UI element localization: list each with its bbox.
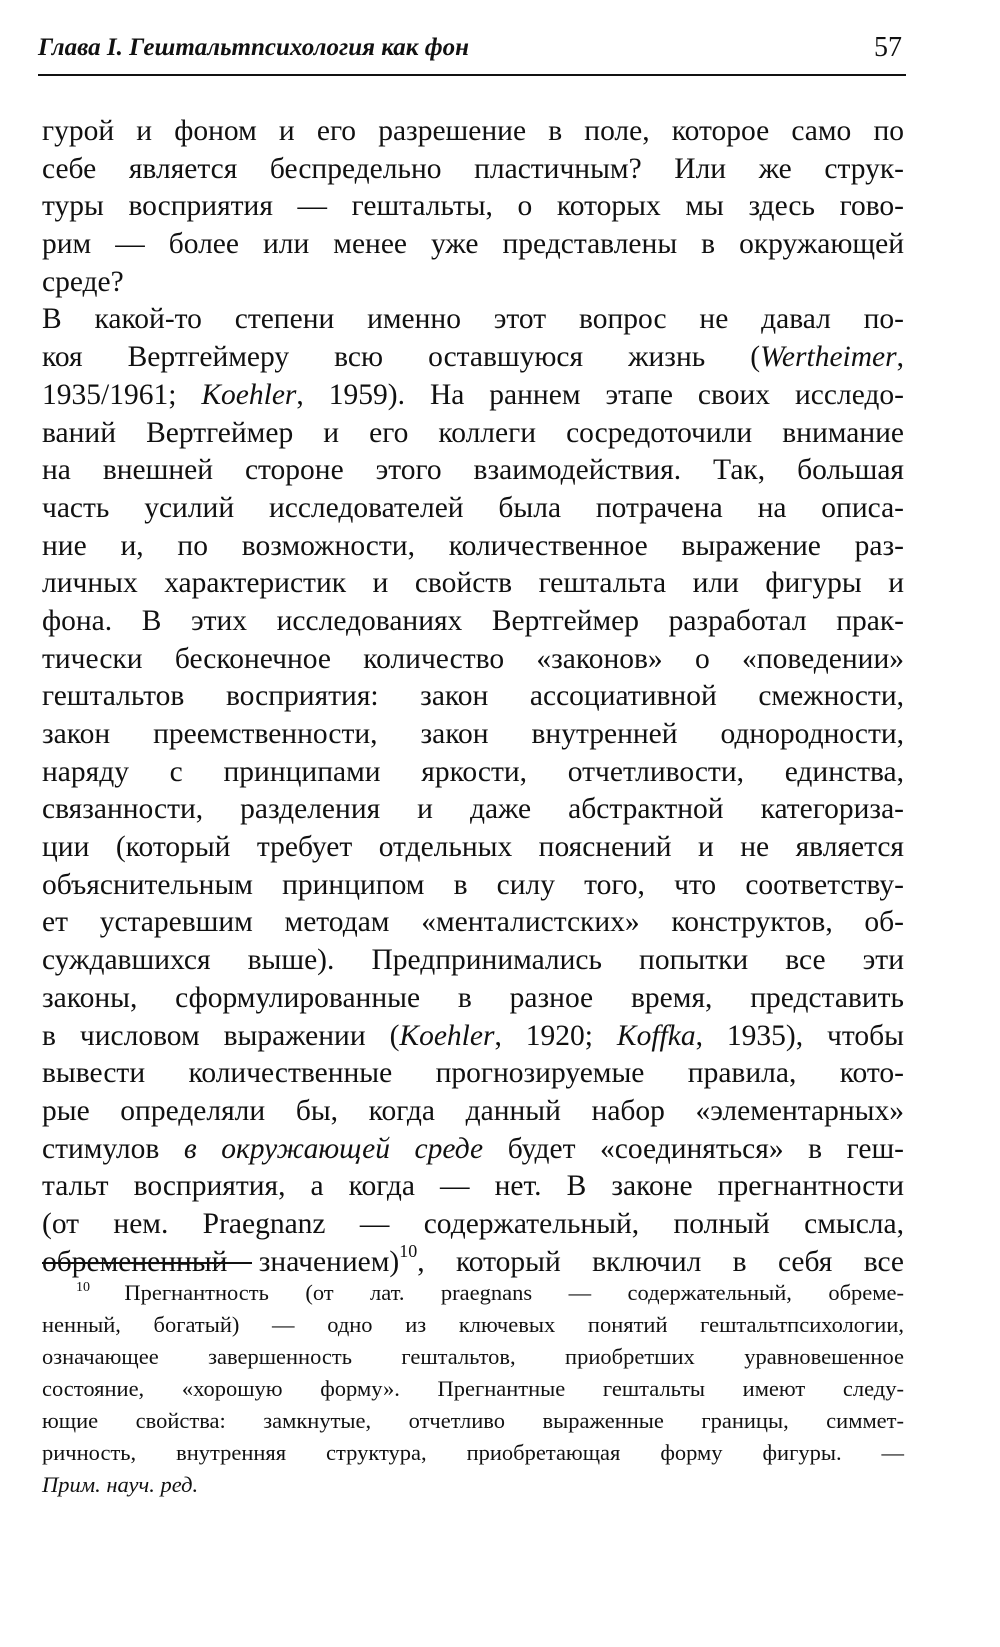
- footnote-line: [42, 1405, 904, 1437]
- text-segment: среде?: [42, 265, 124, 298]
- footnote-mark: 10: [76, 1280, 125, 1295]
- text-segment: , который включил в себя все: [417, 1245, 904, 1278]
- footnote-text-segment: Прегнантность (от лат. praegnans — содержательный, обреме-: [124, 1280, 904, 1305]
- text-segment: , 1959). На раннем этапе своих исследо-: [296, 378, 904, 411]
- body-line: [42, 565, 904, 603]
- footnote-reference: 10: [399, 1240, 418, 1261]
- footnote-line: [42, 1309, 904, 1341]
- body-line: [42, 1206, 904, 1244]
- body-line: [42, 1093, 904, 1131]
- body-line: [42, 942, 904, 980]
- text-segment: ,: [896, 341, 904, 374]
- text-segment: часть усилий исследователей была потрачена на описа-: [42, 491, 904, 524]
- body-line: [42, 264, 904, 302]
- body-line: [42, 829, 904, 867]
- running-title: Глава I. Гештальтпсихология как фон: [38, 34, 469, 61]
- body-line: [42, 188, 904, 226]
- body-line: [42, 528, 904, 566]
- body-line: [42, 867, 904, 905]
- text-segment: закон преемственности, закон внутренней однородности,: [42, 718, 904, 750]
- text-segment: ции (который требует отдельных пояснений и не является: [42, 831, 904, 864]
- footnote-text-segment: ненный, богатый) — одно из ключевых понятий гештальтпсихологии,: [42, 1312, 904, 1337]
- text-segment: вывести количественные прогнозируемые правила, кото-: [42, 1057, 904, 1090]
- text-segment: законы, сформулированные в разное время, представить: [42, 981, 904, 1014]
- text-segment: 1935/1961;: [42, 378, 202, 411]
- footnote-line: [42, 1277, 904, 1309]
- text-segment: гештальтов восприятия: закон ассоциативной смежности,: [42, 680, 904, 713]
- body-line: [42, 415, 904, 453]
- text-segment: Koehler: [399, 1019, 495, 1052]
- footnote-text-segment: состояние, «хорошую форму». Прегнантные гештальты имеют следу-: [42, 1376, 904, 1401]
- footnote-text-segment: ричность, внутренняя структура, приобретающая форму фигуры. —: [42, 1440, 904, 1465]
- footnote-text-segment: означающее завершенность гештальтов, приобретших уравновешенное: [42, 1344, 904, 1369]
- footnote-line: [42, 1373, 904, 1405]
- footnote-line: [42, 1469, 904, 1501]
- footnote-text-segment: ющие свойства: замкнутые, отчетливо выраженные границы, симмет-: [42, 1408, 904, 1433]
- body-line: [42, 678, 904, 716]
- text-segment: , 1920;: [494, 1019, 617, 1052]
- text-segment: ваний Вертгеймер и его коллеги сосредоточили внимание: [42, 416, 904, 449]
- text-segment: туры восприятия — гештальты, о которых мы здесь гово-: [42, 190, 904, 223]
- text-segment: на внешней стороне этого взаимодействия. Так, большая: [42, 454, 904, 487]
- text-segment: ние и, по возможности, количественное выражение раз-: [42, 529, 904, 562]
- body-line: [42, 1055, 904, 1093]
- text-segment: личных характеристик и свойств гештальта или фигуры и: [42, 567, 904, 600]
- text-segment: ет устаревшим методам «менталистских» конструктов, об-: [42, 906, 904, 939]
- body-line: [42, 904, 904, 942]
- body-line: [42, 716, 904, 754]
- text-segment: наряду с принципами яркости, отчетливости, единства,: [42, 755, 904, 788]
- body-line: [42, 490, 904, 528]
- footnote-separator: [42, 1262, 252, 1264]
- body-line: [42, 754, 904, 792]
- page-number: 57: [874, 32, 902, 63]
- text-segment: суждавшихся выше). Предпринимались попытки все эти: [42, 944, 904, 977]
- body-line: [42, 603, 904, 641]
- body-line: [42, 1168, 904, 1206]
- body-line: [42, 452, 904, 490]
- text-segment: тальт восприятия, а когда — нет. В законе прегнантности: [42, 1170, 904, 1203]
- body-line: [42, 377, 904, 415]
- text-segment: Wertheimer: [760, 341, 897, 374]
- text-segment: себе является беспредельно пластичным? Или же струк-: [42, 152, 904, 185]
- body-line: [42, 980, 904, 1018]
- text-segment: коя Вертгеймеру всю оставшуюся жизнь (: [42, 341, 761, 374]
- text-segment: обремененный значением): [42, 1245, 400, 1278]
- text-segment: Koffka: [616, 1019, 696, 1052]
- text-segment: объяснительным принципом в силу того, что соответству-: [42, 868, 904, 901]
- body-text: [42, 113, 904, 1281]
- footnote-line: [42, 1437, 904, 1469]
- body-line: [42, 1018, 904, 1056]
- text-segment: В какой-то степени именно этот вопрос не давал по-: [42, 303, 904, 336]
- text-segment: (от нем. Praegnanz — содержательный, полный смысла,: [42, 1207, 904, 1240]
- body-line: [42, 151, 904, 189]
- text-segment: фона. В этих исследованиях Вертгеймер разработал прак-: [42, 604, 904, 637]
- body-line: [42, 339, 904, 377]
- text-segment: в числовом выражении (: [42, 1019, 400, 1052]
- body-line: [42, 113, 904, 151]
- text-segment: гурой и фоном и его разрешение в поле, которое само по: [42, 115, 904, 147]
- text-segment: , 1935), чтобы: [695, 1019, 904, 1052]
- text-segment: будет «соединяться» в геш-: [483, 1132, 905, 1165]
- body-line: [42, 301, 904, 339]
- footnote-line: [42, 1341, 904, 1373]
- body-line: [42, 791, 904, 829]
- body-line: [42, 226, 904, 264]
- text-segment: в окружающей среде: [183, 1132, 484, 1165]
- text-segment: тически бесконечное количество «законов» о «поведении»: [42, 642, 904, 675]
- body-line: [42, 641, 904, 679]
- text-segment: рые определяли бы, когда данный набор «элементарных»: [42, 1094, 904, 1127]
- running-head: [38, 30, 906, 76]
- text-segment: рим — более или менее уже представлены в окружающей: [42, 228, 904, 261]
- text-segment: связанности, разделения и даже абстрактной категориза-: [42, 793, 904, 826]
- footnote-text-segment: Прим. науч. ред.: [42, 1472, 199, 1497]
- text-segment: стимулов: [42, 1132, 184, 1165]
- text-segment: Koehler: [201, 378, 297, 411]
- footnote: [42, 1277, 904, 1501]
- body-line: [42, 1131, 904, 1169]
